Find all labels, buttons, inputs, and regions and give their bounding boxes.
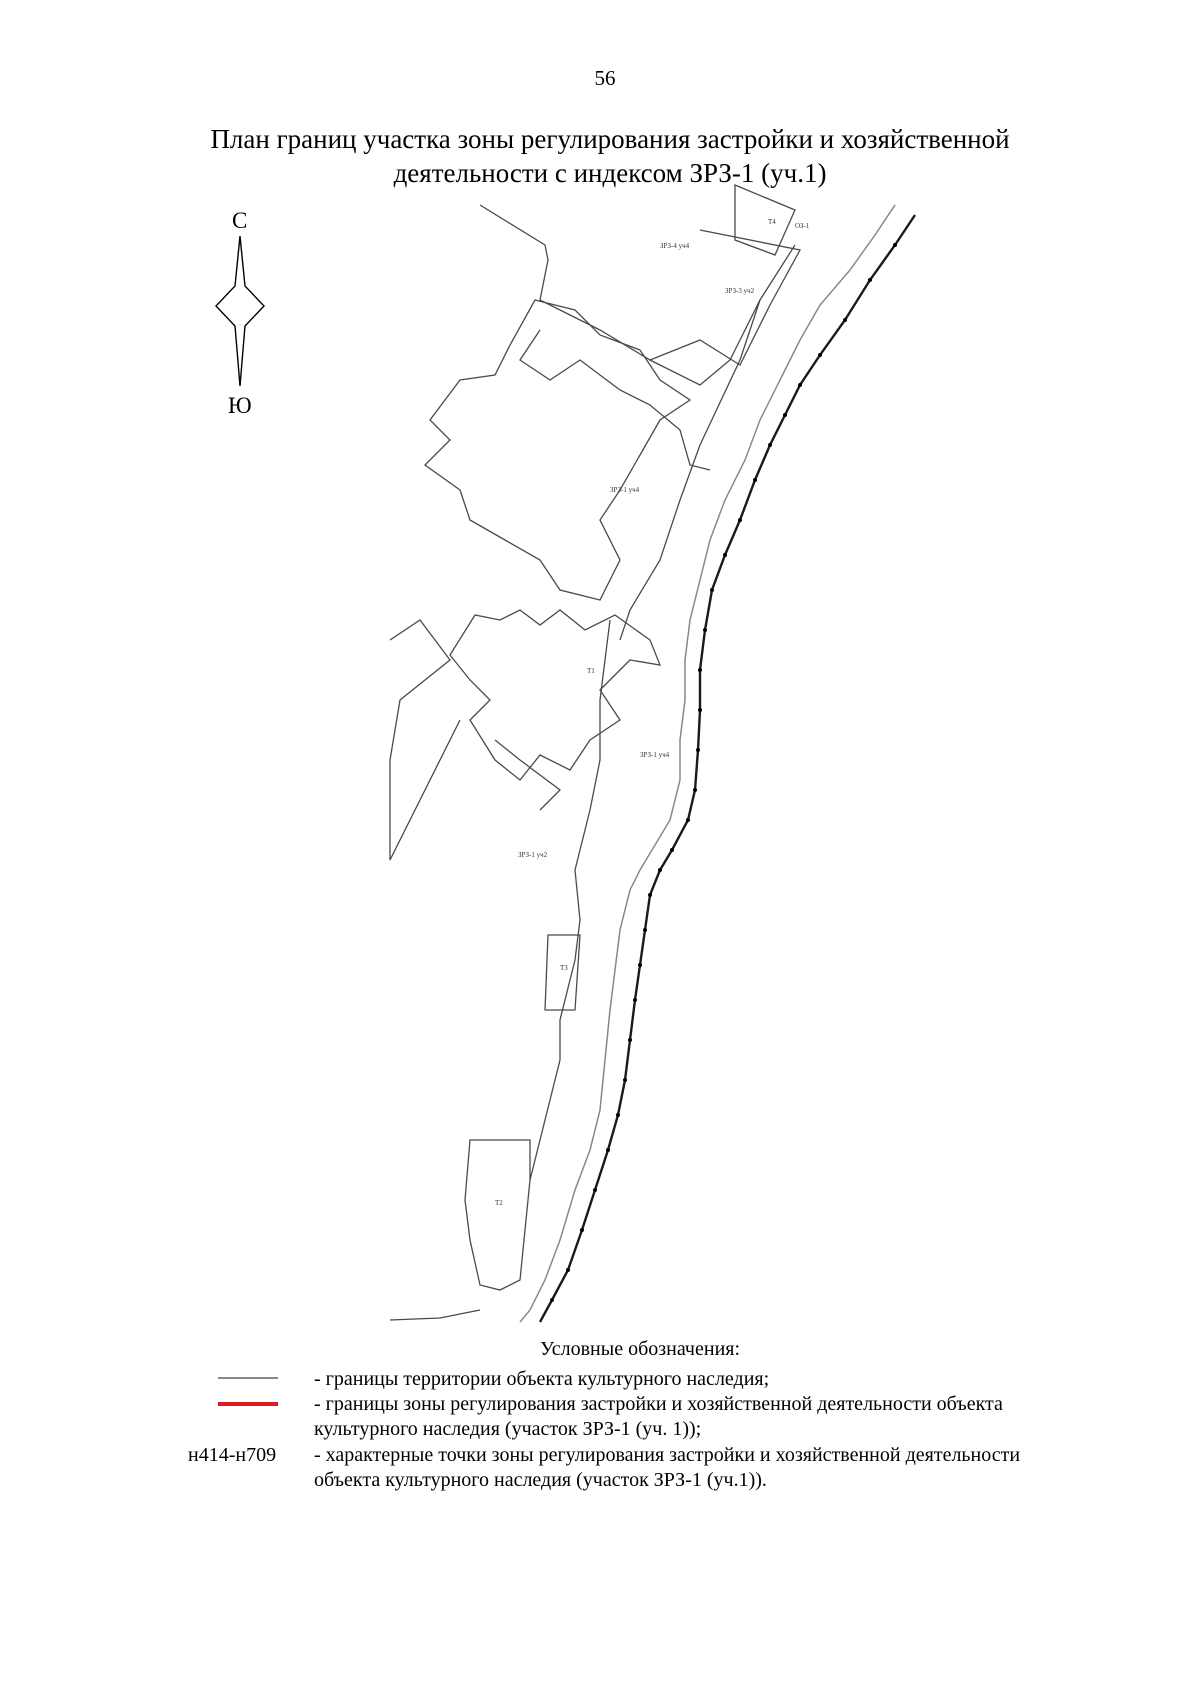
building-south (495, 740, 560, 810)
title-line-2: деятельности с индексом ЗРЗ-1 (уч.1) (393, 158, 827, 188)
heritage-line-symbol (218, 1377, 278, 1379)
building-west (390, 620, 460, 860)
legend-points-code: н414-н709 (188, 1444, 277, 1466)
map-label-t2: Т2 (495, 1199, 503, 1207)
south-label: Ю (228, 393, 252, 418)
parcel-t4 (735, 185, 795, 255)
legend-title: Условные обозначения: (540, 1338, 741, 1360)
legend-zone-text-2: культурного наследия (участок ЗРЗ-1 (уч. 1)); (314, 1418, 702, 1440)
map-label-oz1: ОЗ-1 (795, 222, 810, 230)
map-label-t1: Т1 (587, 667, 595, 675)
building-outline-north (480, 205, 795, 385)
characteristic-points (550, 243, 897, 1302)
legend-points-text-1: - характерные точки зоны регулирования застройки и хозяйственной деятельности (314, 1444, 1021, 1466)
legend-heritage-text: - границы территории объекта культурного наследия; (314, 1368, 770, 1390)
map-label-zrz3: ЗРЗ-3 уч2 (725, 287, 755, 295)
parcel-t3 (545, 935, 580, 1010)
map-label-t4: Т4 (768, 218, 776, 226)
title-line-1: План границ участка зоны регулирования застройки и хозяйственной (210, 124, 1010, 154)
legend-points-text-2: объекта культурного наследия (участок ЗРЗ-1 (уч.1)). (314, 1469, 767, 1491)
map-label-zrz1-lower: ЗРЗ-1 уч2 (518, 851, 548, 859)
map-label-zrz1-upper: ЗРЗ-1 уч4 (610, 486, 640, 494)
heritage-boundary-line (520, 205, 895, 1322)
legend-zone-text-1: - границы зоны регулирования застройки и хозяйственной деятельности объекта (314, 1393, 1003, 1415)
parcel-t2 (465, 1140, 530, 1290)
map-label-zrz4: ЗРЗ-4 уч4 (660, 242, 690, 250)
zone-boundary-line (540, 215, 915, 1322)
page-number: 56 (594, 66, 616, 90)
building-t1 (450, 610, 660, 780)
ground-line (390, 1310, 480, 1320)
zone-line-symbol (218, 1402, 278, 1406)
map-label-zrz1-mid: ЗРЗ-1 уч4 (640, 751, 670, 759)
zone-line-west (530, 620, 610, 1180)
north-label: С (232, 208, 248, 233)
map-label-t3: Т3 (560, 964, 568, 972)
building-complex (425, 300, 690, 600)
building-inner (520, 330, 710, 470)
